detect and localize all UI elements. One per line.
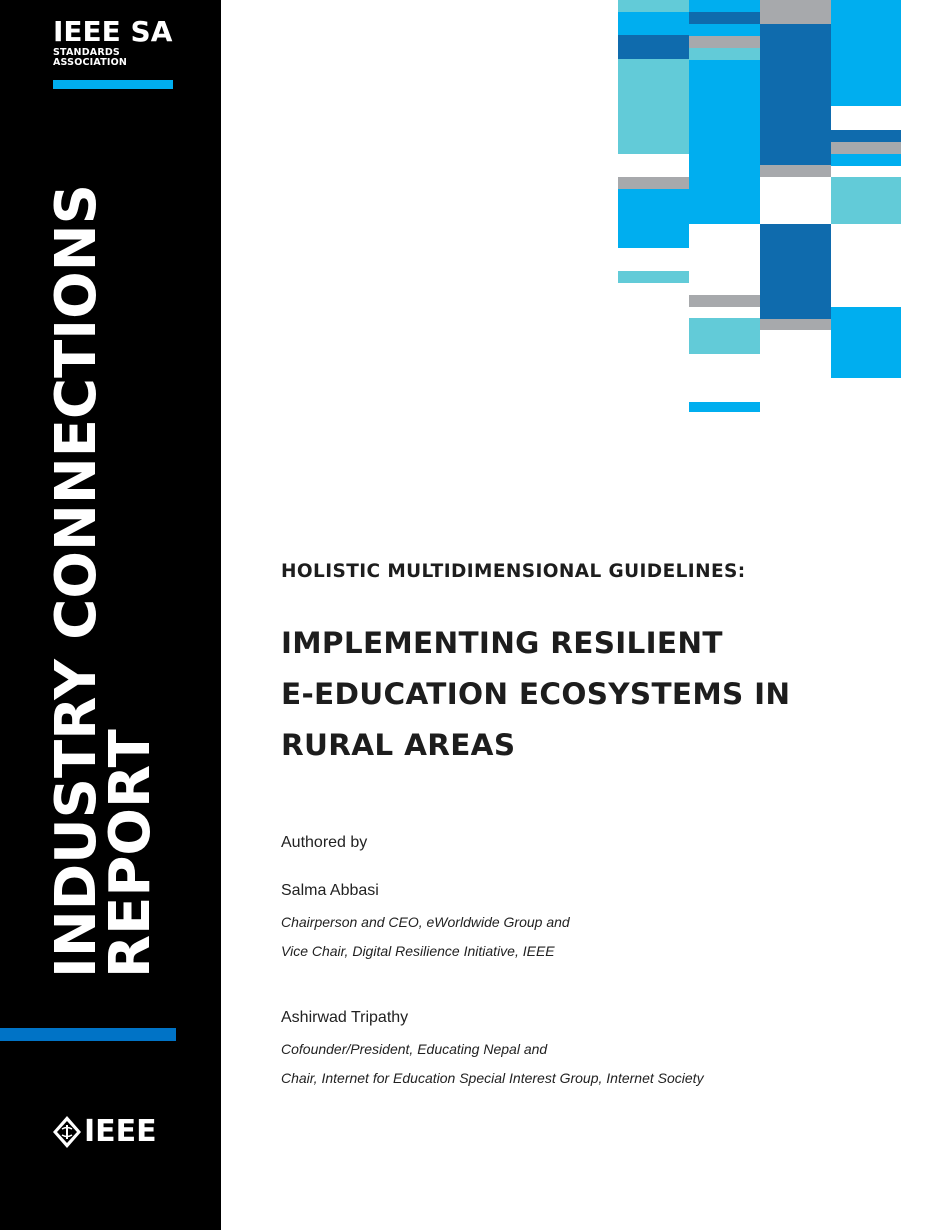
ieee-sa-logo-text: IEEE SA [53,15,173,48]
mosaic-tile [689,295,760,307]
document-content [281,560,901,1093]
mosaic-tile [618,59,689,154]
title-line: E-EDUCATION ECOSYSTEMS IN [281,677,791,711]
accent-bar-top [53,80,173,89]
title-line: RURAL AREAS [281,728,516,762]
mosaic-tile [689,0,760,12]
mosaic-tile [760,165,831,177]
ieee-sa-logo-sub1: STANDARDS [53,47,120,58]
title-line: IMPLEMENTING RESILIENT [281,626,723,660]
mosaic-tile [760,24,831,165]
mosaic-tile [831,177,901,224]
sidebar [0,0,221,1230]
mosaic-tile [831,130,901,142]
ieee-sa-logo-sub2: ASSOCIATION [53,57,128,68]
accent-bar-bottom [0,1028,176,1041]
mosaic-tile [689,48,760,60]
author-affiliation: Cofounder/President, Educating Nepal and [281,1041,548,1057]
mosaic-tile [618,271,689,283]
mosaic-tile [689,24,760,36]
vertical-report-label [44,184,163,978]
ieee-diamond-icon [52,1114,82,1150]
mosaic-tile [831,142,901,154]
mosaic-tile [831,0,901,106]
mosaic-tile [831,154,901,166]
author-affiliation: Vice Chair, Digital Resilience Initiative, IEEE [281,943,555,959]
document-title [281,618,901,771]
document-subtitle: HOLISTIC MULTIDIMENSIONAL GUIDELINES: [281,561,746,582]
mosaic-tile [618,0,689,12]
mosaic-tile [760,224,831,319]
mosaic-tile [831,307,901,378]
mosaic-tile [689,12,760,24]
ieee-logo [52,1114,172,1150]
mosaic-tile [618,177,689,189]
ieee-logo-text: IEEE [84,1114,157,1149]
mosaic-tile [618,12,689,35]
mosaic-tile [760,319,831,330]
mosaic-tile [689,402,760,412]
author-name: Salma Abbasi [281,882,379,899]
mosaic-tile [689,60,760,224]
mosaic-tile [760,0,831,24]
mosaic-tile [618,35,689,59]
mosaic-tile [689,36,760,48]
mosaic-tile [618,189,689,248]
mosaic-tile [689,318,760,354]
ieee-sa-logo [53,16,172,68]
author-affiliation: Chair, Internet for Education Special Interest Group, Internet Society [281,1070,704,1086]
authored-by-label: Authored by [281,834,368,851]
vertical-label-line1: INDUSTRY CONNECTIONS [44,184,109,978]
vertical-label-line2: REPORT [98,729,163,978]
author-affiliation: Chairperson and CEO, eWorldwide Group and [281,914,570,930]
author-name: Ashirwad Tripathy [281,1009,409,1026]
